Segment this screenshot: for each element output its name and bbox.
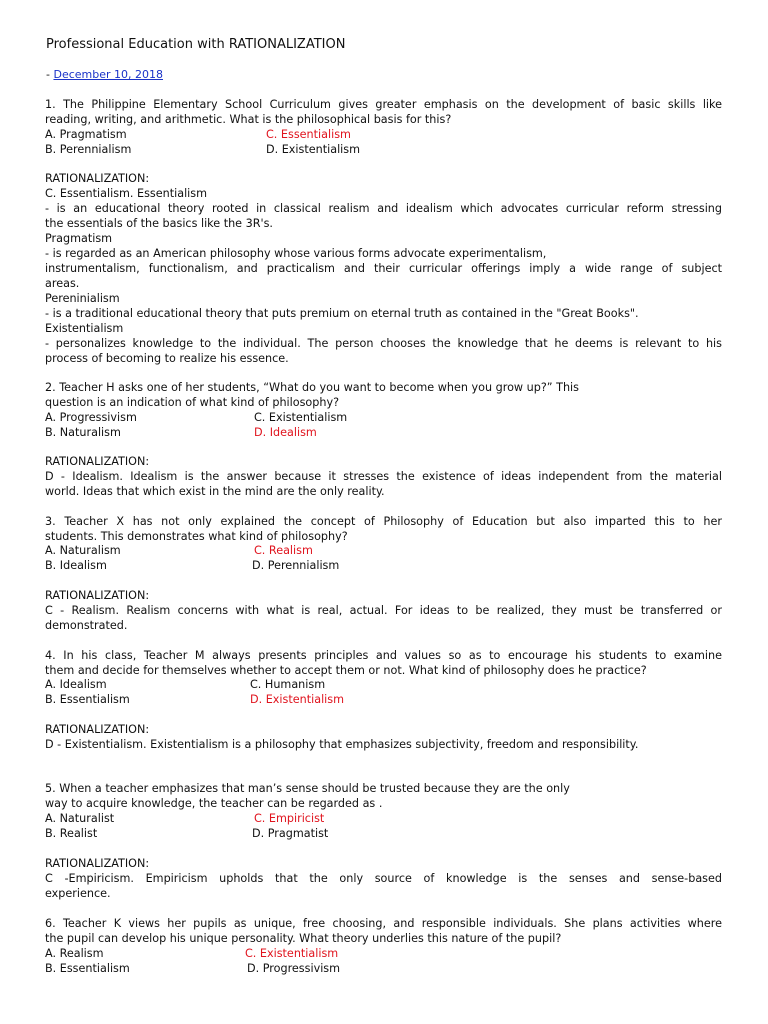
rationalization-line: - is an educational theory rooted in classical realism and idealism which advocates curricular reform stressing	[45, 202, 722, 215]
question-text-line: reading, writing, and arithmetic. What is the philosophical basis for this?	[45, 113, 452, 126]
rationalization-line: D - Idealism. Idealism is the answer because it stresses the existence of ideas independent from the material	[45, 470, 722, 483]
post-date-line	[46, 67, 163, 82]
rationalization-line: C -Empiricism. Empiricism upholds that the only source of knowledge is the senses and sense-based	[45, 872, 722, 885]
question-text-line: 1. The Philippine Elementary School Curriculum gives greater emphasis on the development of basic skills like	[45, 98, 722, 111]
rationalization-line: Pragmatism	[45, 232, 113, 245]
option-a: A. Realism	[45, 947, 104, 960]
rationalization-heading: RATIONALIZATION:	[45, 172, 150, 185]
option-c-answer: C. Essentialism	[266, 128, 351, 141]
rationalization-line: process of becoming to realize his essence.	[45, 352, 289, 365]
question-text-line: them and decide for themselves whether to accept them or not. What kind of philosophy does he practice?	[45, 664, 647, 677]
rationalization-4	[45, 722, 722, 752]
option-c-answer: C. Existentialism	[245, 947, 339, 960]
option-d-answer: D. Existentialism	[250, 693, 345, 706]
rationalization-line: experience.	[45, 887, 111, 900]
option-a: A. Naturalism	[45, 544, 121, 557]
rationalization-5	[45, 856, 722, 901]
rationalization-heading: RATIONALIZATION:	[45, 723, 150, 736]
question-text-line: 3. Teacher X has not only explained the concept of Philosophy of Education but also imparted this to her	[45, 515, 722, 528]
rationalization-line: demonstrated.	[45, 619, 128, 632]
option-c-answer: C. Realism	[254, 544, 313, 557]
rationalization-line: areas.	[45, 277, 80, 290]
option-a: A. Progressivism	[45, 411, 137, 424]
option-b: B. Essentialism	[45, 962, 130, 975]
option-b: B. Perennialism	[45, 143, 132, 156]
rationalization-2	[45, 454, 722, 499]
option-a: A. Pragmatism	[45, 128, 127, 141]
option-c: C. Humanism	[250, 678, 326, 691]
post-date-link[interactable]: December 10, 2018	[53, 68, 163, 81]
option-a: A. Naturalist	[45, 812, 115, 825]
rationalization-line: world. Ideas that which exist in the mind are the only reality.	[45, 485, 385, 498]
option-d: D. Perennialism	[252, 559, 340, 572]
rationalization-1	[45, 171, 722, 366]
rationalization-heading: RATIONALIZATION:	[45, 589, 150, 602]
option-d: D. Existentialism	[266, 143, 361, 156]
rationalization-line: instrumentalism, functionalism, and practicalism and their curricular offerings imply a wide range of subject	[45, 262, 722, 275]
question-text-line: 2. Teacher H asks one of her students, “What do you want to become when you grow up?” This	[45, 381, 579, 394]
question-text-line: students. This demonstrates what kind of philosophy?	[45, 530, 348, 543]
option-c: C. Existentialism	[254, 411, 348, 424]
rationalization-heading: RATIONALIZATION:	[45, 455, 150, 468]
rationalization-line: - is a traditional educational theory that puts premium on eternal truth as contained in the "Great Books".	[45, 307, 639, 320]
question-1	[45, 97, 722, 127]
question-text-line: 5. When a teacher emphasizes that man’s sense should be trusted because they are the only	[45, 782, 570, 795]
rationalization-line: - is regarded as an American philosophy whose various forms advocate experimentalism,	[45, 247, 547, 260]
question-text-line: question is an indication of what kind of philosophy?	[45, 396, 340, 409]
option-b: B. Naturalism	[45, 426, 121, 439]
option-d: D. Pragmatist	[252, 827, 329, 840]
rationalization-line: - personalizes knowledge to the individual. The person chooses the knowledge that he deems is relevant to his	[45, 337, 722, 350]
rationalization-line: D - Existentialism. Existentialism is a philosophy that emphasizes subjectivity, freedom and responsibility.	[45, 738, 639, 751]
option-b: B. Realist	[45, 827, 98, 840]
option-d-answer: D. Idealism	[254, 426, 317, 439]
rationalization-line: C. Essentialism. Essentialism	[45, 187, 208, 200]
page-title: Professional Education with RATIONALIZATION	[46, 37, 346, 52]
rationalization-line: Existentialism	[45, 322, 124, 335]
question-text-line: 4. In his class, Teacher M always presents principles and values so as to encourage his students to examine	[45, 649, 722, 662]
rationalization-line: the essentials of the basics like the 3R's.	[45, 217, 273, 230]
question-3	[45, 514, 722, 544]
rationalization-line: Pereninialism	[45, 292, 120, 305]
question-text-line: 6. Teacher K views her pupils as unique, free choosing, and responsible individuals. She plans activities where	[45, 917, 722, 930]
date-dash: -	[46, 68, 54, 81]
rationalization-3	[45, 588, 722, 633]
option-c-answer: C. Empiricist	[254, 812, 325, 825]
question-6	[45, 916, 722, 946]
question-4	[45, 648, 722, 678]
question-text-line: way to acquire knowledge, the teacher can be regarded as .	[45, 797, 383, 810]
rationalization-line: C - Realism. Realism concerns with what is real, actual. For ideas to be realized, they must be transferred or	[45, 604, 722, 617]
question-5	[45, 781, 722, 811]
question-2	[45, 380, 722, 410]
option-b: B. Idealism	[45, 559, 107, 572]
question-text-line: the pupil can develop his unique personality. What theory underlies this nature of the pupil?	[45, 932, 562, 945]
rationalization-heading: RATIONALIZATION:	[45, 857, 150, 870]
option-b: B. Essentialism	[45, 693, 130, 706]
option-a: A. Idealism	[45, 678, 107, 691]
option-d: D. Progressivism	[247, 962, 341, 975]
